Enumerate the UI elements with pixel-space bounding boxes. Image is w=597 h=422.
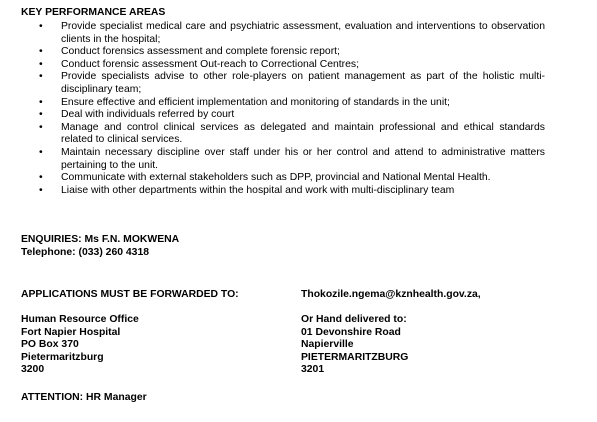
bullet-icon: •: [39, 71, 43, 83]
attention-line: ATTENTION: HR Manager: [21, 392, 147, 403]
postal-line: Fort Napier Hospital: [21, 326, 121, 338]
kpa-list: [35, 21, 545, 197]
bullet-icon: •: [39, 109, 43, 121]
kpa-item: [35, 185, 545, 198]
hand-line: PIETERMARITZBURG: [301, 351, 409, 363]
enquiries-block: [21, 234, 179, 259]
kpa-item-text: Conduct forensics assessment and complete forensic report;: [61, 46, 340, 58]
applications-heading: APPLICATIONS MUST BE FORWARDED TO:: [21, 289, 239, 300]
kpa-item: [35, 122, 545, 147]
applications-email[interactable]: Thokozile.ngema@kznhealth.gov.za,: [301, 289, 481, 300]
kpa-item-text: Provide specialist medical care and psychiatric assessment, evaluation and interventions to observation clients in the hospital;: [61, 21, 545, 45]
kpa-item: [35, 21, 545, 46]
kpa-item: [35, 109, 545, 122]
kpa-item-text: Deal with individuals referred by court: [61, 109, 235, 121]
kpa-item: [35, 46, 545, 59]
bullet-icon: •: [39, 121, 43, 133]
kpa-item-text: Manage and control clinical services as delegated and maintain professional and ethical standards related to clinical services.: [61, 121, 545, 146]
hand-delivery-address: [301, 314, 408, 377]
kpa-item: [35, 59, 545, 72]
bullet-icon: •: [39, 184, 43, 196]
postal-line: Human Resource Office: [21, 314, 139, 325]
bullet-icon: •: [39, 46, 43, 58]
kpa-item: [35, 147, 545, 172]
kpa-heading: KEY PERFORMANCE AREAS: [21, 7, 166, 18]
bullet-icon: •: [39, 21, 43, 32]
kpa-item: [35, 71, 545, 96]
hand-line: Napierville: [301, 339, 354, 351]
postal-address: [21, 314, 139, 377]
hand-line: 3201: [301, 364, 325, 376]
bullet-icon: •: [39, 172, 43, 184]
bullet-icon: •: [39, 96, 43, 108]
kpa-item-text: Ensure effective and efficient implementation and monitoring of standards in the unit;: [61, 96, 450, 108]
kpa-item: [35, 97, 545, 110]
enquiries-contact: ENQUIRIES: Ms F.N. MOKWENA: [21, 234, 180, 245]
bullet-icon: •: [39, 146, 43, 158]
bullet-icon: •: [39, 58, 43, 70]
postal-line: 3200: [21, 364, 45, 376]
postal-line: Pietermaritzburg: [21, 351, 104, 363]
enquiries-telephone: Telephone: (033) 260 4318: [21, 246, 150, 258]
hand-line: Or Hand delivered to:: [301, 314, 407, 325]
kpa-item-text: Liaise with other departments within the hospital and work with multi-disciplinary team: [61, 184, 455, 196]
kpa-item-text: Communicate with external stakeholders such as DPP, provincial and National Mental Health.: [61, 172, 491, 184]
kpa-item-text: Maintain necessary discipline over staff under his or her control and attend to administrative matters pertaining to the unit.: [61, 146, 545, 171]
postal-line: PO Box 370: [21, 339, 79, 351]
kpa-item-text: Conduct forensic assessment Out-reach to Correctional Centres;: [61, 58, 359, 70]
hand-line: 01 Devonshire Road: [301, 326, 401, 338]
kpa-item-text: Provide specialists advise to other role-players on patient management as part of the holistic multi-disciplinary team;: [61, 71, 545, 95]
kpa-item: [35, 172, 545, 185]
